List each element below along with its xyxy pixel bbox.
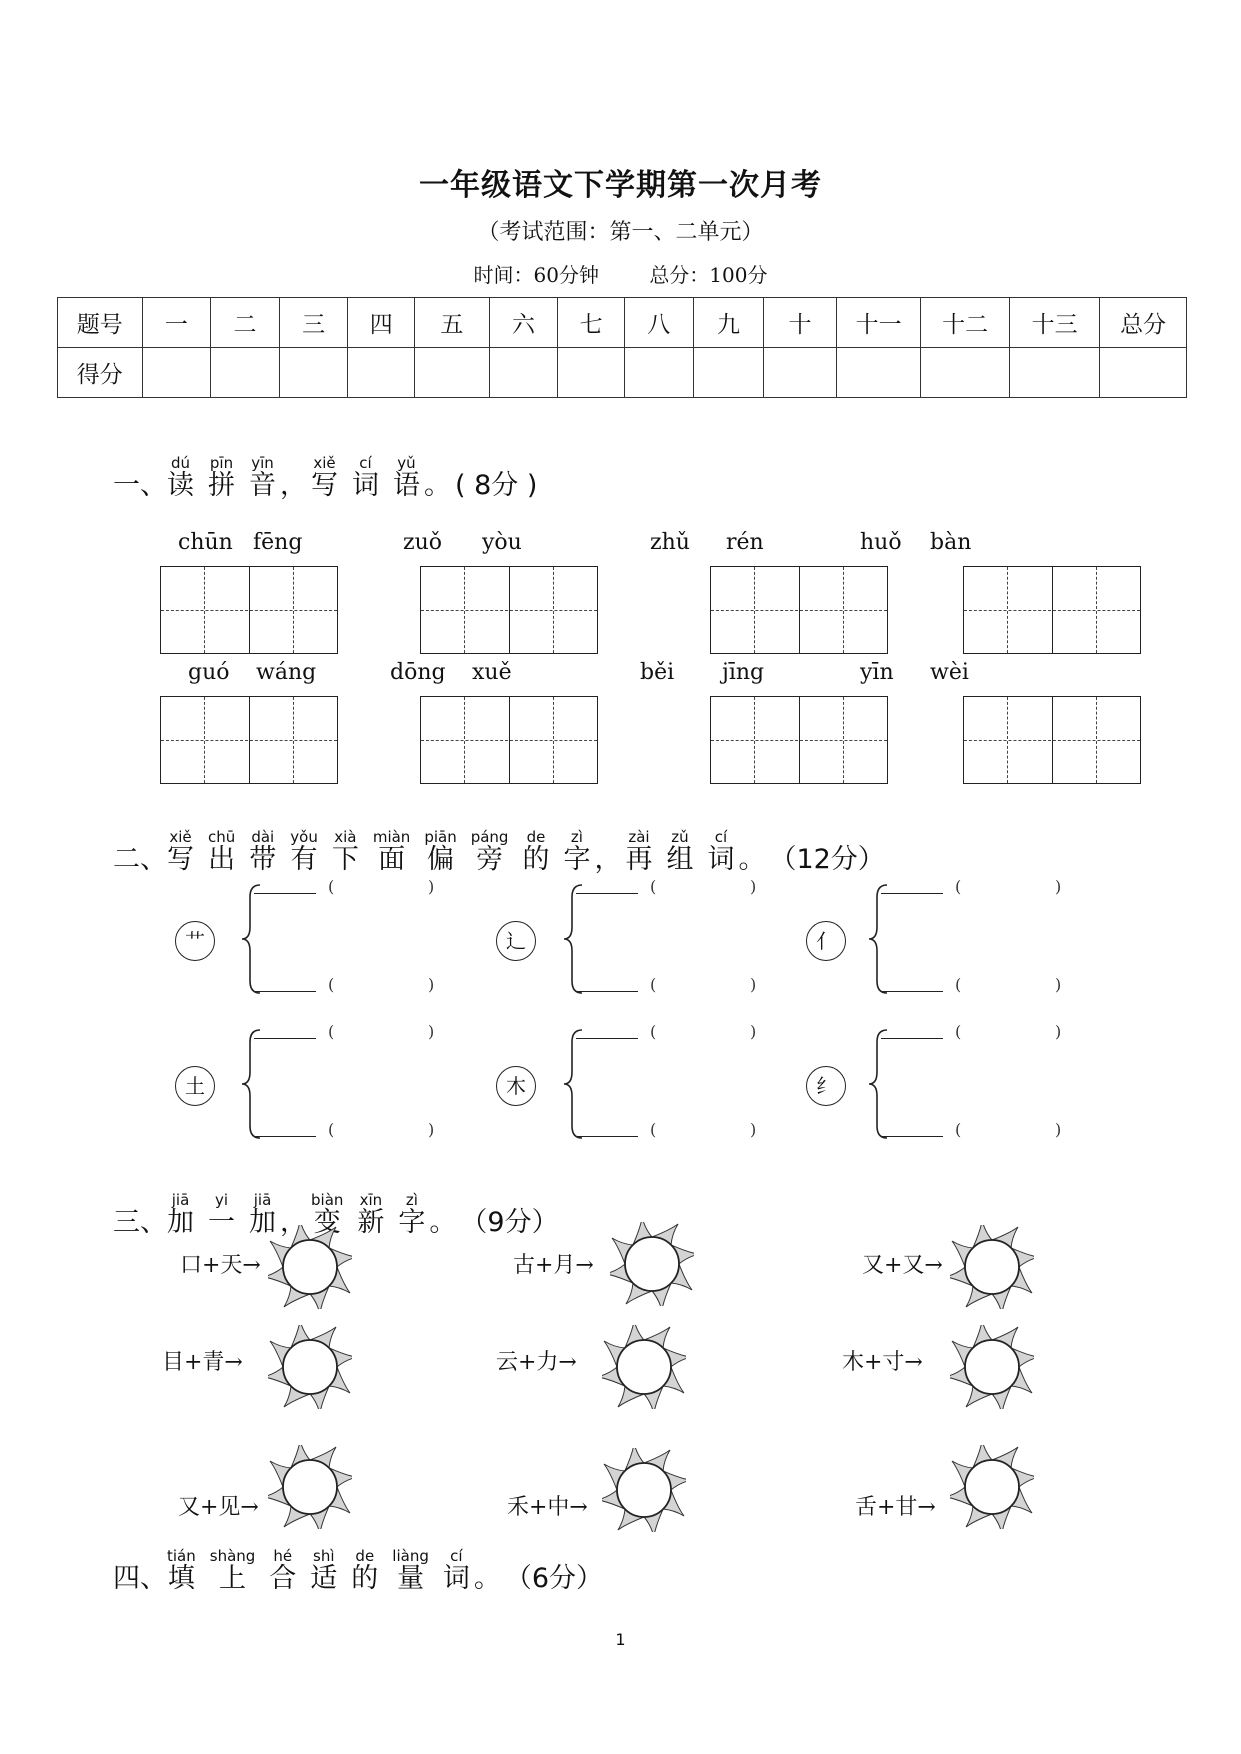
heading-hanzi: 字 xyxy=(563,844,591,875)
score-table-header-cell: 十二 xyxy=(921,298,1009,348)
score-table-header-cell: 十一 xyxy=(836,298,921,348)
pinyin-label: zuǒ xyxy=(403,530,443,555)
paren-open: ( xyxy=(650,1120,657,1139)
heading-pinyin: xiě xyxy=(169,828,192,846)
exam-total: 总分：100分 xyxy=(649,263,768,287)
fill-blank[interactable] xyxy=(881,991,943,992)
heading-hanzi: 变 xyxy=(313,1207,341,1238)
brace-icon xyxy=(867,883,889,995)
heading-char xyxy=(471,829,509,875)
paren-open: ( xyxy=(328,975,335,994)
heading-hanzi: 面 xyxy=(378,844,406,875)
pinyin-label: bàn xyxy=(930,530,972,555)
score-table-header-cell: 六 xyxy=(489,298,558,348)
score-table-score-cell[interactable] xyxy=(279,348,348,398)
fill-blank[interactable] xyxy=(576,1136,638,1137)
heading-hanzi: 拼 xyxy=(208,470,235,501)
pinyin-label: zhǔ xyxy=(650,530,690,555)
score-table-score-cell[interactable] xyxy=(764,348,837,398)
paren-close: ) xyxy=(1055,1022,1062,1041)
heading-char xyxy=(249,829,276,875)
heading-char xyxy=(310,1548,337,1594)
heading-char xyxy=(738,829,765,875)
section-4-score: （6分） xyxy=(504,1563,604,1594)
heading-hanzi: 的 xyxy=(351,1563,379,1594)
score-table-row-label: 得分 xyxy=(58,348,143,398)
heading-pinyin: yīn xyxy=(251,454,274,472)
sun-answer-icon[interactable] xyxy=(268,1325,352,1409)
heading-char xyxy=(249,455,276,501)
heading-hanzi: ， xyxy=(594,844,622,875)
heading-hanzi: 的 xyxy=(522,844,550,875)
heading-hanzi: 语 xyxy=(393,470,420,501)
score-table xyxy=(57,297,1187,398)
heading-pinyin: zì xyxy=(570,828,583,846)
heading-char xyxy=(357,1192,384,1238)
heading-char xyxy=(392,1548,429,1594)
score-table-header-cell: 一 xyxy=(142,298,211,348)
heading-pinyin: miàn xyxy=(372,828,411,846)
section-3-score: （9分） xyxy=(460,1207,559,1238)
heading-char xyxy=(474,1548,501,1594)
heading-char xyxy=(424,455,451,501)
word-answer-field[interactable] xyxy=(660,975,748,995)
heading-char xyxy=(208,455,235,501)
character-equation: 口+天→ xyxy=(180,1253,261,1278)
section-2-heading xyxy=(113,829,885,875)
section-1-score: ( 8分 ) xyxy=(455,470,538,501)
radical-circle: 辶 xyxy=(496,921,536,961)
character-equation: 云+力→ xyxy=(496,1350,577,1375)
paren-close: ) xyxy=(750,1022,757,1041)
fill-blank[interactable] xyxy=(576,991,638,992)
heading-hanzi: 读 xyxy=(167,470,194,501)
character-equation: 目+青→ xyxy=(162,1350,243,1375)
score-table-header-cell: 题号 xyxy=(58,298,143,348)
tian-zi-ge-box[interactable] xyxy=(420,696,598,784)
heading-hanzi: 。 xyxy=(429,1207,457,1238)
heading-char xyxy=(398,1192,425,1238)
word-answer-field[interactable] xyxy=(660,877,748,897)
heading-pinyin: hé xyxy=(273,1547,293,1565)
word-answer-field[interactable] xyxy=(965,877,1053,897)
score-table-header-cell: 十三 xyxy=(1009,298,1099,348)
heading-pinyin: zǔ xyxy=(671,828,689,846)
heading-hanzi: 下 xyxy=(331,844,359,875)
pinyin-label: wèi xyxy=(930,660,969,685)
heading-char xyxy=(290,829,318,875)
heading-pinyin: shì xyxy=(313,1547,335,1565)
paren-close: ) xyxy=(1055,975,1062,994)
score-table-header-cell: 五 xyxy=(415,298,490,348)
heading-pinyin: zài xyxy=(628,828,650,846)
score-table-header-cell: 三 xyxy=(279,298,348,348)
score-table-header-cell: 二 xyxy=(211,298,280,348)
heading-pinyin: biàn xyxy=(311,1191,344,1209)
heading-char xyxy=(269,1548,296,1594)
heading-char xyxy=(208,1192,235,1238)
character-equation: 舌+甘→ xyxy=(855,1495,936,1520)
radical-circle: 纟 xyxy=(806,1066,846,1106)
heading-pinyin: dú xyxy=(170,454,191,472)
heading-hanzi: 词 xyxy=(442,1563,470,1594)
heading-pinyin xyxy=(280,1192,307,1208)
brace-icon xyxy=(562,883,584,995)
paren-close: ) xyxy=(1055,1120,1062,1139)
fill-blank[interactable] xyxy=(881,1136,943,1137)
heading-pinyin: jiā xyxy=(253,1191,272,1209)
heading-pinyin: xīn xyxy=(359,1191,383,1209)
score-table-score-cell[interactable] xyxy=(1009,348,1099,398)
tian-zi-ge-box[interactable] xyxy=(963,696,1141,784)
tian-zi-ge-box[interactable] xyxy=(160,696,338,784)
heading-hanzi: 有 xyxy=(290,844,318,875)
heading-char xyxy=(208,829,235,875)
heading-hanzi: 词 xyxy=(707,844,735,875)
heading-hanzi: 量 xyxy=(397,1563,425,1594)
score-table-header-cell: 十 xyxy=(764,298,837,348)
paren-close: ) xyxy=(428,1120,435,1139)
heading-hanzi: 字 xyxy=(398,1207,426,1238)
pinyin-label: jīng xyxy=(722,660,765,685)
heading-char xyxy=(424,829,456,875)
heading-hanzi: 合 xyxy=(269,1563,297,1594)
sun-answer-icon[interactable] xyxy=(610,1222,694,1306)
heading-hanzi: 。 xyxy=(424,470,451,501)
heading-hanzi: ， xyxy=(280,1207,307,1238)
score-table-score-cell[interactable] xyxy=(348,348,415,398)
word-answer-field[interactable] xyxy=(660,1120,748,1140)
score-table-score-cell[interactable] xyxy=(624,348,693,398)
heading-char xyxy=(167,829,194,875)
heading-pinyin: liàng xyxy=(392,1547,429,1565)
radical-circle: 亻 xyxy=(806,921,846,961)
heading-hanzi: 写 xyxy=(167,844,194,875)
heading-char xyxy=(373,829,410,875)
heading-hanzi: 旁 xyxy=(476,844,504,875)
exam-meta xyxy=(0,259,1241,288)
heading-hanzi: 带 xyxy=(249,844,277,875)
score-table-score-cell[interactable] xyxy=(142,348,211,398)
heading-char xyxy=(522,829,549,875)
sun-answer-icon[interactable] xyxy=(950,1445,1034,1529)
pinyin-label: dōng xyxy=(390,660,446,685)
pinyin-label: yòu xyxy=(482,530,522,555)
paren-open: ( xyxy=(650,877,657,896)
heading-hanzi: 适 xyxy=(310,1563,338,1594)
heading-pinyin: páng xyxy=(470,828,509,846)
heading-hanzi: 一 xyxy=(208,1207,235,1238)
paren-close: ) xyxy=(428,975,435,994)
radical-circle: 木 xyxy=(496,1066,536,1106)
heading-char xyxy=(429,1192,456,1238)
radical-circle: 艹 xyxy=(175,921,215,961)
heading-pinyin: piān xyxy=(424,828,457,846)
paren-open: ( xyxy=(650,975,657,994)
fill-blank[interactable] xyxy=(881,893,943,894)
heading-hanzi: 新 xyxy=(357,1207,385,1238)
heading-hanzi: 出 xyxy=(208,844,236,875)
score-table-score-cell[interactable] xyxy=(836,348,921,398)
pinyin-label: fēng xyxy=(253,530,303,555)
sun-answer-icon[interactable] xyxy=(950,1325,1034,1409)
word-answer-field[interactable] xyxy=(965,975,1053,995)
heading-pinyin: cí xyxy=(450,1547,463,1565)
fill-blank[interactable] xyxy=(254,1038,316,1039)
heading-pinyin: yǒu xyxy=(290,828,318,846)
heading-pinyin: xià xyxy=(334,828,357,846)
fill-blank[interactable] xyxy=(576,1038,638,1039)
brace-icon xyxy=(240,1028,262,1140)
score-table-header-cell: 八 xyxy=(624,298,693,348)
fill-blank[interactable] xyxy=(254,893,316,894)
heading-pinyin xyxy=(738,829,765,845)
word-answer-field[interactable] xyxy=(338,1022,426,1042)
heading-hanzi: 偏 xyxy=(427,844,454,875)
word-answer-field[interactable] xyxy=(338,1120,426,1140)
heading-hanzi: 写 xyxy=(311,470,338,501)
heading-char xyxy=(280,455,307,501)
heading-char xyxy=(167,1548,196,1594)
heading-hanzi: 填 xyxy=(167,1563,195,1594)
heading-char xyxy=(594,829,621,875)
sun-answer-icon[interactable] xyxy=(602,1448,686,1532)
heading-pinyin: chū xyxy=(208,828,236,846)
paren-close: ) xyxy=(428,877,435,896)
heading-pinyin xyxy=(424,455,451,471)
heading-char xyxy=(311,455,338,501)
paren-open: ( xyxy=(328,877,335,896)
character-equation: 又+又→ xyxy=(862,1253,943,1278)
word-answer-field[interactable] xyxy=(338,877,426,897)
fill-blank[interactable] xyxy=(576,893,638,894)
section-1-number: 一、 xyxy=(113,470,167,501)
heading-pinyin xyxy=(594,829,621,845)
heading-pinyin: yi xyxy=(214,1191,229,1209)
brace-icon xyxy=(562,1028,584,1140)
tian-zi-ge-box[interactable] xyxy=(420,566,598,654)
sun-answer-icon[interactable] xyxy=(602,1325,686,1409)
heading-char xyxy=(352,455,379,501)
heading-char xyxy=(666,829,693,875)
pinyin-label: huǒ xyxy=(860,530,902,555)
heading-hanzi: 加 xyxy=(249,1207,276,1238)
tian-zi-ge-box[interactable] xyxy=(160,566,338,654)
heading-pinyin xyxy=(280,455,307,471)
section-2-number: 二、 xyxy=(113,844,167,875)
heading-hanzi: 。 xyxy=(738,844,766,875)
word-answer-field[interactable] xyxy=(965,1022,1053,1042)
pinyin-label: wáng xyxy=(256,660,317,685)
heading-pinyin xyxy=(474,1548,501,1564)
paren-open: ( xyxy=(328,1022,335,1041)
pinyin-label: yīn xyxy=(860,660,894,685)
heading-char xyxy=(332,829,359,875)
heading-hanzi: 音 xyxy=(249,470,276,501)
sun-answer-icon[interactable] xyxy=(268,1225,352,1309)
heading-hanzi: ， xyxy=(280,470,307,501)
score-table-score-cell[interactable] xyxy=(489,348,558,398)
score-table-header-cell: 七 xyxy=(558,298,625,348)
exam-scope: （考试范围：第一、二单元） xyxy=(477,220,764,245)
heading-hanzi: 再 xyxy=(625,844,653,875)
tian-zi-ge-box[interactable] xyxy=(710,566,888,654)
page-title: 一年级语文下学期第一次月考 xyxy=(419,168,822,203)
pinyin-label: běi xyxy=(640,660,675,685)
heading-char xyxy=(393,455,420,501)
paren-open: ( xyxy=(955,975,962,994)
tian-zi-ge-box[interactable] xyxy=(963,566,1141,654)
pinyin-label: xuě xyxy=(472,660,512,685)
heading-pinyin: shàng xyxy=(209,1547,256,1565)
score-table-score-row xyxy=(58,348,1187,398)
fill-blank[interactable] xyxy=(254,1136,316,1137)
paren-close: ) xyxy=(428,1022,435,1041)
heading-pinyin: de xyxy=(526,828,546,846)
heading-hanzi: 上 xyxy=(219,1563,247,1594)
tian-zi-ge-box[interactable] xyxy=(710,696,888,784)
paren-open: ( xyxy=(955,877,962,896)
word-answer-field[interactable] xyxy=(338,975,426,995)
section-4-heading xyxy=(113,1548,603,1594)
heading-hanzi: 加 xyxy=(167,1207,194,1238)
fill-blank[interactable] xyxy=(254,991,316,992)
score-table-score-cell[interactable] xyxy=(415,348,490,398)
section-1-heading xyxy=(113,455,537,501)
paren-close: ) xyxy=(750,1120,757,1139)
heading-pinyin: yǔ xyxy=(397,454,416,472)
score-table-score-cell[interactable] xyxy=(558,348,625,398)
character-equation: 古+月→ xyxy=(513,1253,594,1278)
heading-pinyin: cí xyxy=(714,828,728,846)
heading-pinyin: cí xyxy=(359,454,372,472)
paren-open: ( xyxy=(955,1120,962,1139)
score-table-score-cell[interactable] xyxy=(1100,348,1187,398)
heading-char xyxy=(167,1192,194,1238)
brace-icon xyxy=(867,1028,889,1140)
heading-pinyin: zì xyxy=(405,1191,418,1209)
heading-char xyxy=(443,1548,470,1594)
heading-pinyin: dài xyxy=(251,828,275,846)
heading-char xyxy=(625,829,652,875)
paren-close: ) xyxy=(1055,877,1062,896)
score-table-score-cell[interactable] xyxy=(211,348,280,398)
heading-pinyin: de xyxy=(355,1547,375,1565)
sun-answer-icon[interactable] xyxy=(268,1445,352,1529)
score-table-header-cell: 九 xyxy=(693,298,764,348)
score-table-score-cell[interactable] xyxy=(693,348,764,398)
heading-hanzi: 词 xyxy=(352,470,379,501)
heading-pinyin: xiě xyxy=(313,454,336,472)
score-table-score-cell[interactable] xyxy=(921,348,1009,398)
score-table-header-row xyxy=(58,298,1187,348)
score-table-header-cell: 总分 xyxy=(1100,298,1187,348)
word-answer-field[interactable] xyxy=(965,1120,1053,1140)
heading-pinyin: pīn xyxy=(209,454,234,472)
fill-blank[interactable] xyxy=(881,1038,943,1039)
heading-char xyxy=(707,829,734,875)
character-equation: 木+寸→ xyxy=(842,1350,923,1375)
paren-open: ( xyxy=(328,1120,335,1139)
radical-circle: 土 xyxy=(175,1066,215,1106)
pinyin-label: guó xyxy=(188,660,230,685)
character-equation: 又+见→ xyxy=(178,1495,259,1520)
heading-pinyin: jiā xyxy=(171,1191,190,1209)
section-4-number: 四、 xyxy=(113,1563,167,1594)
brace-icon xyxy=(240,883,262,995)
paren-close: ) xyxy=(750,877,757,896)
heading-hanzi: 组 xyxy=(666,844,694,875)
page-number: 1 xyxy=(615,1630,626,1649)
heading-char xyxy=(351,1548,378,1594)
sun-answer-icon[interactable] xyxy=(950,1225,1034,1309)
heading-char xyxy=(167,455,194,501)
exam-time: 时间：60分钟 xyxy=(473,263,599,287)
heading-pinyin xyxy=(429,1192,456,1208)
paren-close: ) xyxy=(750,975,757,994)
word-answer-field[interactable] xyxy=(660,1022,748,1042)
section-2-score: （12分） xyxy=(769,844,885,875)
character-equation: 禾+中→ xyxy=(507,1495,588,1520)
heading-char xyxy=(563,829,590,875)
heading-pinyin: tián xyxy=(167,1547,196,1565)
section-3-number: 三、 xyxy=(113,1207,167,1238)
heading-char xyxy=(210,1548,256,1594)
paren-open: ( xyxy=(650,1022,657,1041)
paren-open: ( xyxy=(955,1022,962,1041)
pinyin-label: chūn xyxy=(178,530,233,555)
score-table-header-cell: 四 xyxy=(348,298,415,348)
pinyin-label: rén xyxy=(726,530,764,555)
heading-hanzi: 。 xyxy=(473,1563,501,1594)
